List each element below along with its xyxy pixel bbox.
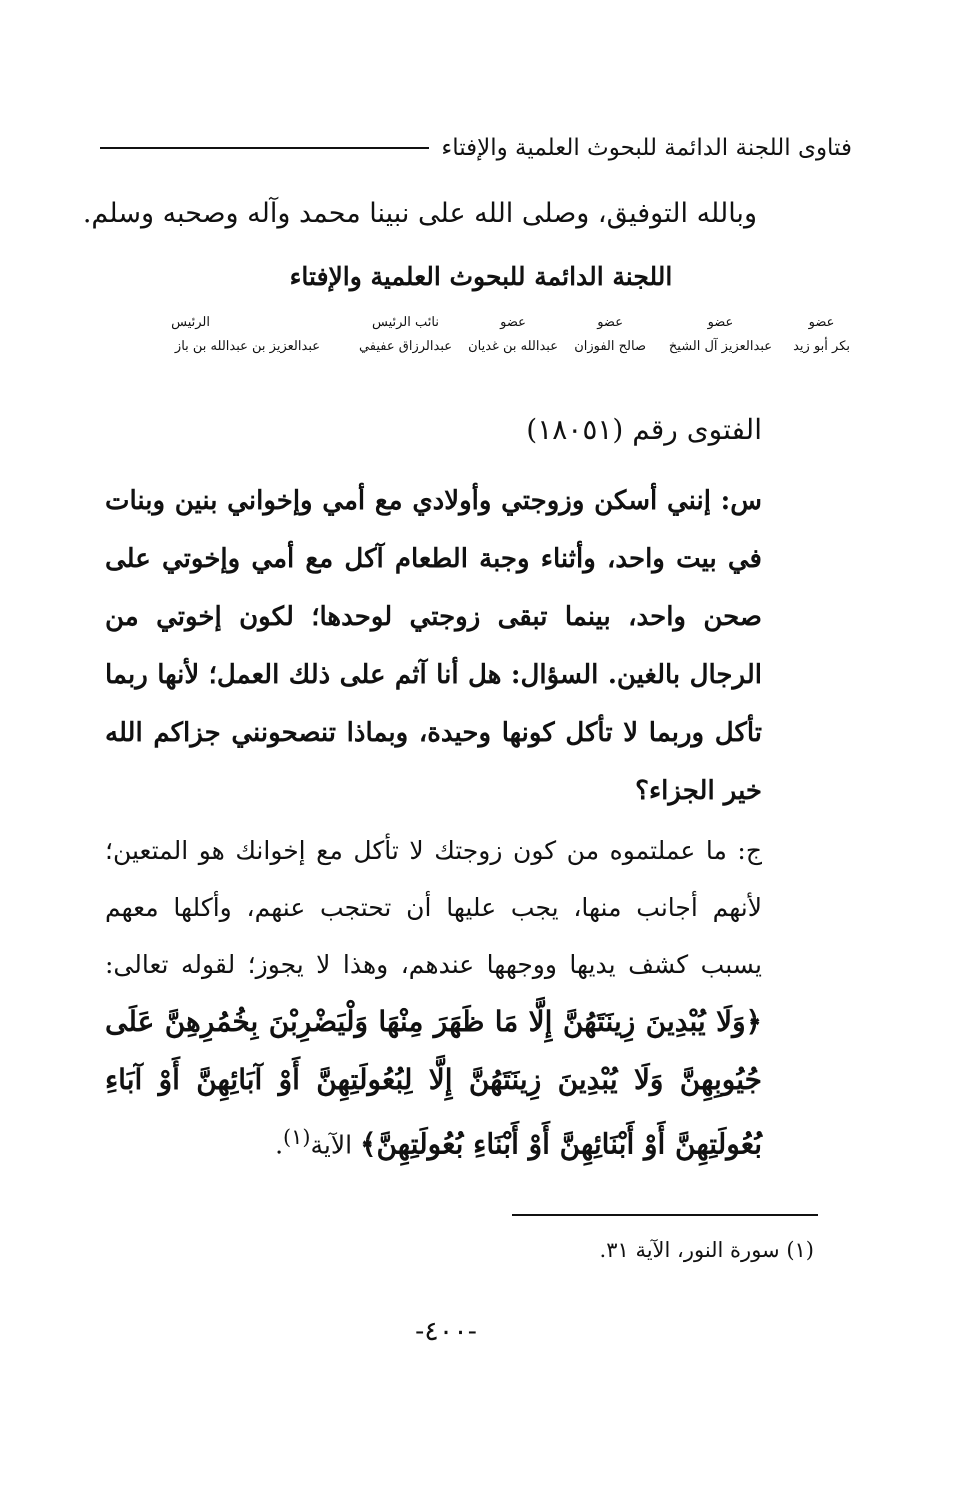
- footnote: (١) سورة النور، الآية ٣١.: [599, 1238, 814, 1262]
- member-signature: [359, 310, 452, 358]
- member-name: صالح الفوزان: [574, 339, 646, 354]
- question-text: س: إنني أسكن وزوجتي وأولادي مع أمي وإخواني بنين وبنات في بيت واحد، وأثناء وجبة الطعام آكل مع أمي وإخوتي على صحن واحد، بينما تبقى زوجتي لوحدها؛ لكون إخوتي من الرجال بالغين. السؤال: هل أنا آثم على ذلك العمل؛ لأنها ربما تأكل وربما لا تأكل كونها وحيدة، وبماذا تنصحونني جزاكم الله خير الجزاء؟: [105, 486, 762, 806]
- member-role: عضو: [597, 315, 623, 330]
- member-name: عبدالرزاق عفيفي: [358, 339, 452, 354]
- answer-paragraph: [105, 822, 817, 1173]
- member-signature: [171, 310, 210, 336]
- committee-title: اللجنة الدائمة للبحوث العلمية والإفتاء: [289, 262, 673, 291]
- running-header: [100, 128, 852, 168]
- member-name: عبدالله بن غديان: [468, 339, 558, 354]
- member-role: عضو: [500, 315, 526, 330]
- member-name: عبدالعزيز بن عبدالله بن باز: [174, 339, 320, 354]
- footnote-rule: [512, 1214, 818, 1216]
- footnote-ref: (١): [283, 1125, 311, 1149]
- member-role: نائب الرئيس: [372, 315, 439, 330]
- member-signature: [669, 310, 772, 358]
- answer-text: ج: ما عملتموه من كون زوجتك لا تأكل مع إخوانك هو المتعين؛ لأنهم أجانب منها، يجب عليها أن تحتجب عنهم، وأكلها معهم يسبب كشف يديها ووجهها عندهم، وهذا لا يجوز؛ لقوله تعالى:: [105, 836, 762, 979]
- page-number: -٤٠٠-: [415, 1316, 477, 1347]
- member-role: عضو: [707, 315, 734, 330]
- question-block: [105, 472, 762, 820]
- member-signature: [468, 310, 558, 358]
- member-name: بكر أبو زيد: [793, 339, 850, 354]
- member-signature: [793, 310, 850, 358]
- answer-end: .: [275, 1130, 284, 1160]
- running-title: فتاوى اللجنة الدائمة للبحوث العلمية والإفتاء: [441, 135, 852, 161]
- answer-block: [105, 822, 817, 1173]
- committee-signatures: [95, 310, 850, 370]
- quran-verse: ﴿وَلَا يُبْدِينَ زِينَتَهُنَّ إِلَّا مَا ظَهَرَ مِنْهَا وَلْيَضْرِبْنَ بِخُمُرِهِنَّ عَلَى جُيُوبِهِنَّ وَلَا يُبْدِينَ زِينَتَهُنَّ إِلَّا لِبُعُولَتِهِنَّ أَوْ آبَائِهِنَّ أَوْ آبَاءِ بُعُولَتِهِنَّ أَوْ أَبْنَائِهِنَّ أَوْ أَبْنَاءِ بُعُولَتِهِنَّ﴾: [105, 1005, 762, 1161]
- verse-tail: الآية: [310, 1130, 353, 1160]
- closing-formula: وبالله التوفيق، وصلى الله على نبينا محمد وآله وصحبه وسلم.: [82, 198, 757, 229]
- member-role: عضو: [808, 315, 835, 330]
- member-role: الرئيس: [171, 315, 210, 330]
- fatwa-number: الفتوى رقم (١٨٠٥١): [526, 413, 762, 446]
- header-rule: [100, 147, 429, 149]
- member-signature: [574, 310, 646, 358]
- member-name: عبدالعزيز آل الشيخ: [668, 339, 772, 354]
